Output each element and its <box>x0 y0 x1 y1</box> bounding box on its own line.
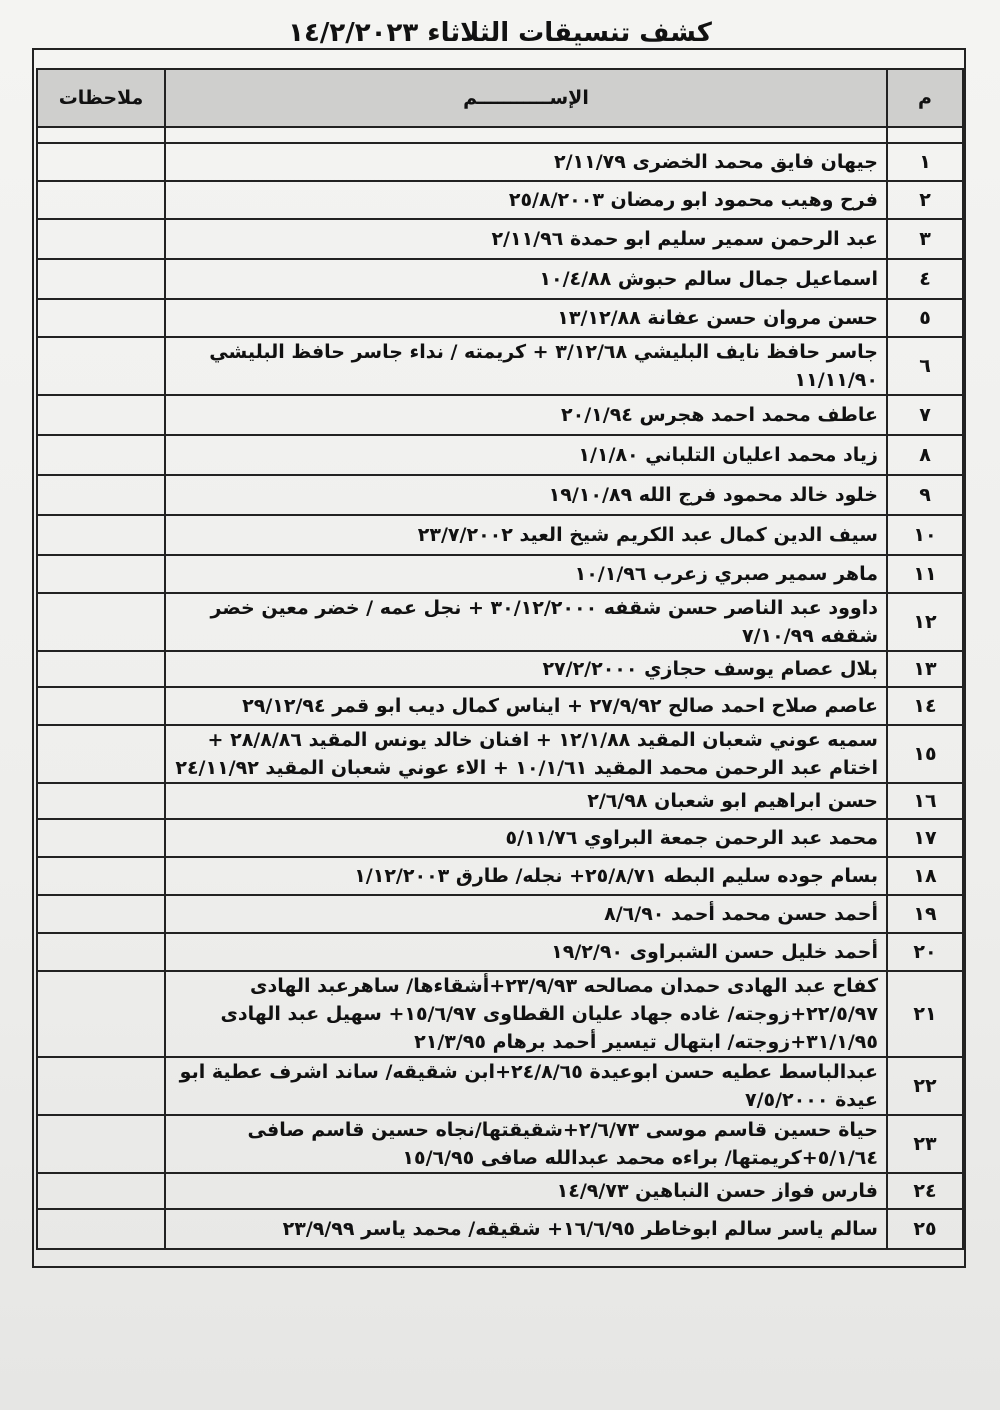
row-name: عاصم صلاح احمد صالح ٢٧/٩/٩٢ + ايناس كمال ديب ابو قمر ٢٩/١٢/٩٤ <box>165 687 887 725</box>
header-number: م <box>887 69 963 127</box>
row-notes <box>37 475 165 515</box>
table-row <box>37 395 963 435</box>
row-notes <box>37 515 165 555</box>
table-row <box>37 435 963 475</box>
row-name: جاسر حافظ نايف البليشي ٣/١٢/٦٨ + كريمته / نداء جاسر حافظ البليشي ١١/١١/٩٠ <box>165 337 887 395</box>
row-notes <box>37 181 165 219</box>
row-number: ٥ <box>887 299 963 337</box>
row-number: ٢٤ <box>887 1173 963 1209</box>
row-name: محمد عبد الرحمن جمعة البراوي ٥/١١/٧٦ <box>165 819 887 857</box>
row-number: ٢٥ <box>887 1209 963 1249</box>
row-name: عبدالباسط عطيه حسن ابوعيدة ٢٤/٨/٦٥+ابن شقيقه/ ساند اشرف عطية ابو عيدة ٧/٥/٢٠٠٠ <box>165 1057 887 1115</box>
row-notes <box>37 299 165 337</box>
row-name: سميه عوني شعبان المقيد ١٢/١/٨٨ + افنان خالد يونس المقيد ٢٨/٨/٨٦ + اختام عبد الرحمن محمد المقيد ١٠/١/٦١ + الاء عوني شعبان المقيد ٢٤/١١/٩٢ <box>165 725 887 783</box>
row-notes <box>37 593 165 651</box>
row-notes <box>37 395 165 435</box>
row-name: حسن ابراهيم ابو شعبان ٢/٦/٩٨ <box>165 783 887 819</box>
row-number: ١٤ <box>887 687 963 725</box>
table-row <box>37 895 963 933</box>
table-row <box>37 259 963 299</box>
row-name: سيف الدين كمال عبد الكريم شيخ العيد ٢٣/٧/٢٠٠٢ <box>165 515 887 555</box>
row-notes <box>37 1209 165 1249</box>
row-name: بسام جوده سليم البطه ٢٥/٨/٧١+ نجله/ طارق ١/١٢/٢٠٠٣ <box>165 857 887 895</box>
table-row <box>37 857 963 895</box>
row-name: حياة حسين قاسم موسى ٢/٦/٧٣+شقيقتها/نجاه حسين قاسم صافى ٥/١/٦٤+كريمتها/ براءه محمد عبدالله صافى ١٥/٦/٩٥ <box>165 1115 887 1173</box>
row-number: ٤ <box>887 259 963 299</box>
row-number: ٢٠ <box>887 933 963 971</box>
table-row <box>37 819 963 857</box>
row-name: داوود عبد الناصر حسن شقفه ٣٠/١٢/٢٠٠٠ + نجل عمه / خضر معين خضر شقفه ٧/١٠/٩٩ <box>165 593 887 651</box>
row-number: ١٧ <box>887 819 963 857</box>
row-notes <box>37 687 165 725</box>
row-notes <box>37 259 165 299</box>
table-header-row <box>37 69 963 127</box>
row-notes <box>37 933 165 971</box>
table-row <box>37 1209 963 1249</box>
table-row <box>37 143 963 181</box>
row-notes <box>37 895 165 933</box>
row-number: ١٢ <box>887 593 963 651</box>
table-row <box>37 933 963 971</box>
row-number: ٧ <box>887 395 963 435</box>
row-number: ١٥ <box>887 725 963 783</box>
row-notes <box>37 651 165 687</box>
table-row <box>37 515 963 555</box>
row-name: جيهان فايق محمد الخضرى ٢/١١/٧٩ <box>165 143 887 181</box>
row-name: سالم ياسر سالم ابوخاطر ١٦/٦/٩٥+ شقيقه/ محمد ياسر ٢٣/٩/٩٩ <box>165 1209 887 1249</box>
row-name: عاطف محمد احمد هجرس ٢٠/١/٩٤ <box>165 395 887 435</box>
document-title: كشف تنسيقات الثلاثاء ١٤/٢/٢٠٢٣ <box>288 18 712 48</box>
row-notes <box>37 819 165 857</box>
row-name: خلود خالد محمود فرج الله ١٩/١٠/٨٩ <box>165 475 887 515</box>
table-row <box>37 593 963 651</box>
header-name: الإســـــــــــم <box>165 69 887 127</box>
row-notes <box>37 555 165 593</box>
row-name: اسماعيل جمال سالم حبوش ١٠/٤/٨٨ <box>165 259 887 299</box>
row-name: كفاح عبد الهادى حمدان مصالحه ٢٣/٩/٩٣+أشقاءها/ ساهرعبد الهادى ٢٢/٥/٩٧+زوجته/ غاده جهاد عليان القطاوى ١٥/٦/٩٧+ سهيل عبد الهادى ٣١/١/٩٥+زوجته/ ابتهال تيسير أحمد برهام ٢١/٣/٩٥ <box>165 971 887 1057</box>
row-notes <box>37 143 165 181</box>
row-number: ١٠ <box>887 515 963 555</box>
row-number: ١٩ <box>887 895 963 933</box>
row-notes <box>37 219 165 259</box>
row-name: بلال عصام يوسف حجازي ٢٧/٢/٢٠٠٠ <box>165 651 887 687</box>
row-notes <box>37 971 165 1057</box>
row-notes <box>37 1115 165 1173</box>
table-row <box>37 475 963 515</box>
row-number: ١١ <box>887 555 963 593</box>
row-notes <box>37 1057 165 1115</box>
row-number: ٩ <box>887 475 963 515</box>
row-name: حسن مروان حسن عفانة ١٣/١٢/٨٨ <box>165 299 887 337</box>
table-row <box>37 725 963 783</box>
table-row <box>37 783 963 819</box>
row-name: ماهر سمير صبري زعرب ١٠/١/٩٦ <box>165 555 887 593</box>
row-number: ٢٢ <box>887 1057 963 1115</box>
row-number: ١٦ <box>887 783 963 819</box>
table-row <box>37 555 963 593</box>
table-row <box>37 219 963 259</box>
table-row <box>37 1057 963 1115</box>
row-notes <box>37 857 165 895</box>
header-notes: ملاحظات <box>37 69 165 127</box>
row-number: ٢١ <box>887 971 963 1057</box>
row-name: أحمد خليل حسن الشبراوى ١٩/٢/٩٠ <box>165 933 887 971</box>
table-row <box>37 651 963 687</box>
row-number: ١٣ <box>887 651 963 687</box>
row-notes <box>37 725 165 783</box>
table-row <box>37 337 963 395</box>
row-number: ٢ <box>887 181 963 219</box>
row-notes <box>37 783 165 819</box>
row-number: ٨ <box>887 435 963 475</box>
table-row <box>37 1173 963 1209</box>
row-number: ١ <box>887 143 963 181</box>
row-name: عبد الرحمن سمير سليم ابو حمدة ٢/١١/٩٦ <box>165 219 887 259</box>
row-name: زياد محمد اعليان التلباني ١/١/٨٠ <box>165 435 887 475</box>
table-row <box>37 1115 963 1173</box>
row-name: فرح وهيب محمود ابو رمضان ٢٥/٨/٢٠٠٣ <box>165 181 887 219</box>
row-number: ٦ <box>887 337 963 395</box>
row-notes <box>37 337 165 395</box>
row-name: فارس فواز حسن النباهين ١٤/٩/٧٣ <box>165 1173 887 1209</box>
table-row <box>37 971 963 1057</box>
row-notes <box>37 1173 165 1209</box>
table-row <box>37 181 963 219</box>
spacer-row <box>37 127 963 143</box>
table-row <box>37 299 963 337</box>
row-number: ١٨ <box>887 857 963 895</box>
table-row <box>37 687 963 725</box>
row-notes <box>37 435 165 475</box>
row-number: ٢٣ <box>887 1115 963 1173</box>
row-number: ٣ <box>887 219 963 259</box>
names-table <box>36 68 964 1250</box>
row-name: أحمد حسن محمد أحمد ٨/٦/٩٠ <box>165 895 887 933</box>
